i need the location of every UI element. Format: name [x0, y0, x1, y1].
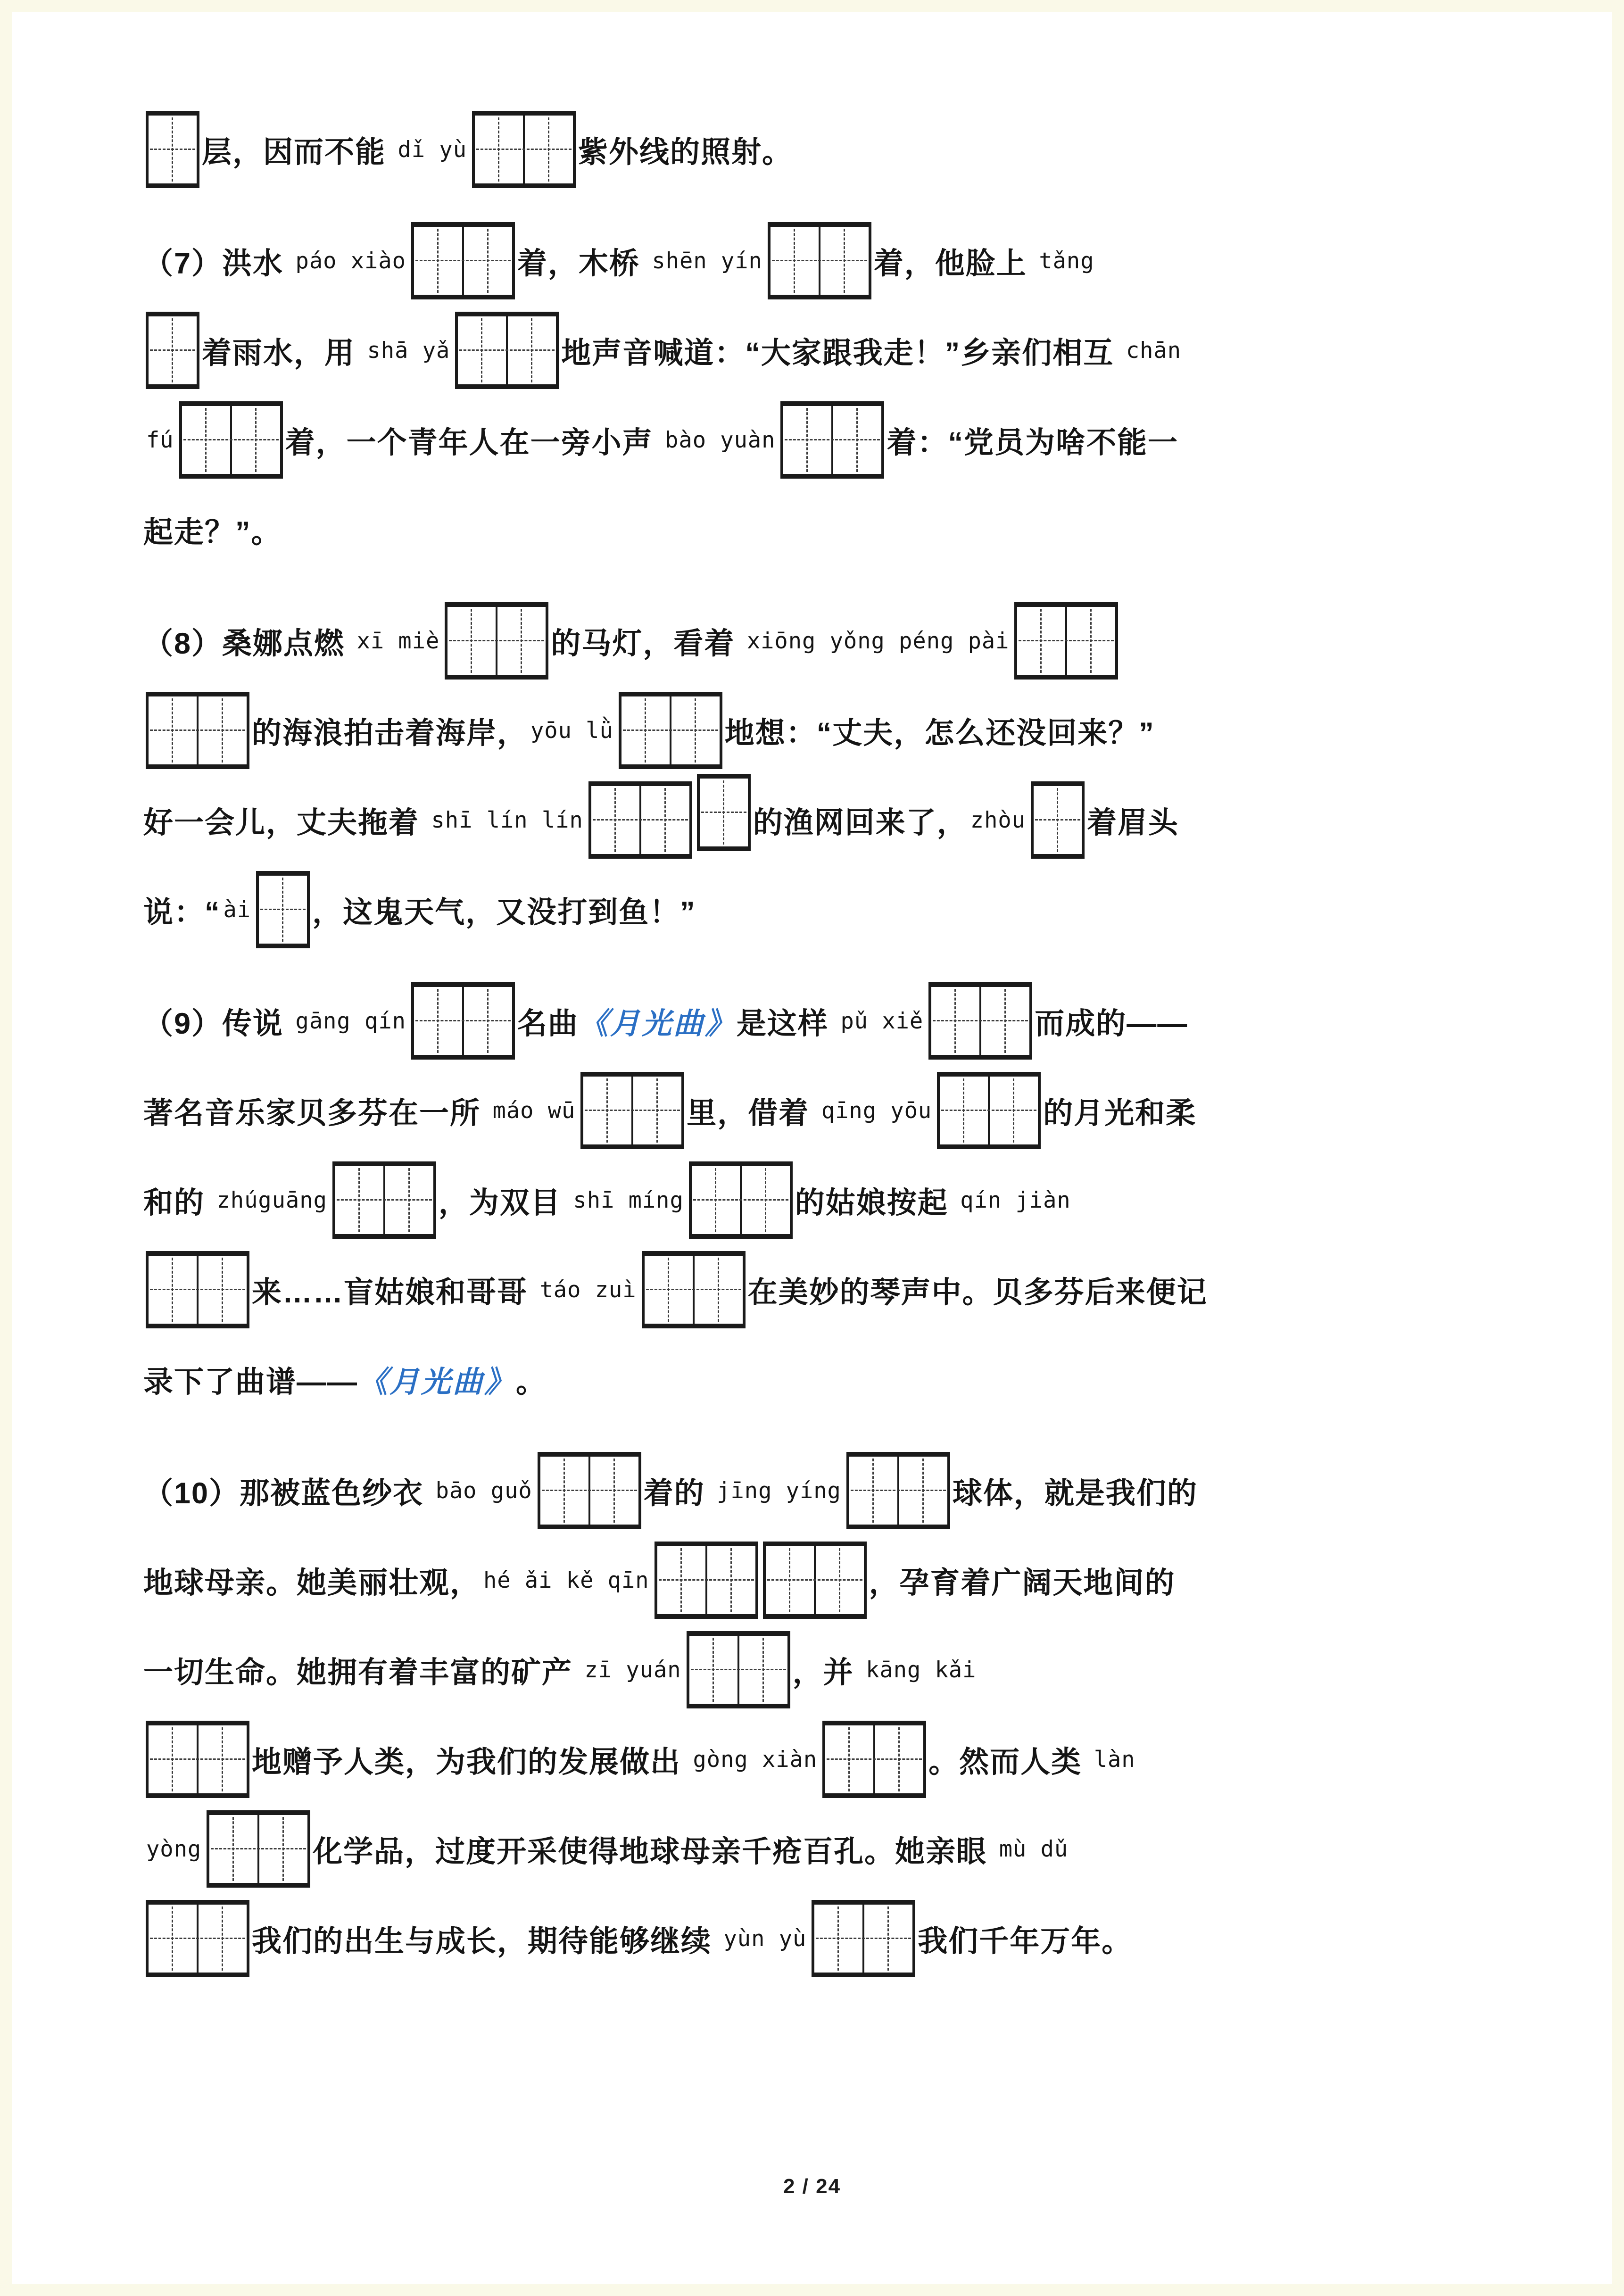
chinese-text: （9）传说 [143, 1007, 293, 1040]
writing-cell [814, 1546, 864, 1614]
chinese-text: ，这鬼天气，又没打到鱼！” [312, 895, 696, 929]
writing-cell [583, 1077, 631, 1144]
writing-cell [639, 786, 689, 854]
chinese-text: 的姑娘按起 [795, 1186, 958, 1219]
chinese-text: 的渔网回来了， [753, 806, 968, 839]
chinese-text: 层，因而不能 [202, 135, 395, 169]
writing-cell [149, 316, 197, 384]
chinese-text: 我们千年万年。 [918, 1924, 1133, 1958]
pinyin-text: bào yuàn [665, 427, 776, 453]
chinese-text: 来……盲姑娘和哥哥 [252, 1276, 537, 1309]
chinese-text: 好一会儿，丈夫拖着 [143, 806, 429, 839]
answer-box-group [1014, 602, 1118, 680]
pinyin-text: chān [1126, 337, 1181, 364]
writing-cell [197, 1256, 247, 1324]
chinese-text: ，孕育着广阔天地间的 [869, 1566, 1176, 1600]
pinyin-text: xī miè [356, 628, 440, 654]
text-line [143, 976, 1503, 1066]
pinyin-text: fú [146, 427, 174, 453]
chinese-text: 着，他脸上 [873, 247, 1036, 280]
writing-cell [814, 1905, 862, 1973]
chinese-text: 。然而人类 [928, 1745, 1091, 1779]
paragraph [143, 1446, 1503, 1983]
pinyin-text: zī yuán [584, 1657, 681, 1683]
writing-cell [670, 696, 720, 764]
answer-box-group [411, 222, 515, 299]
chinese-text: （10）那被蓝色纱衣 [143, 1476, 433, 1510]
writing-cell [462, 987, 512, 1055]
text-line [143, 485, 1503, 574]
writing-cell [1017, 607, 1065, 675]
text-line [143, 1066, 1503, 1155]
chinese-text: 紫外线的照射。 [578, 135, 793, 169]
paragraph [143, 976, 1503, 1424]
chinese-text: 着，木桥 [517, 247, 649, 280]
pinyin-text: ài [223, 896, 251, 923]
song-title-text: 《月光曲》 [358, 1365, 516, 1399]
answer-box-group [332, 1161, 436, 1239]
writing-cell [979, 987, 1029, 1055]
answer-box-group [146, 1721, 249, 1798]
writing-cell [621, 696, 670, 764]
answer-box-group [812, 1900, 915, 1977]
chinese-text: ，并 [792, 1656, 863, 1689]
writing-cell [149, 1256, 197, 1324]
writing-cell [771, 227, 819, 295]
text-line [143, 1446, 1503, 1535]
pinyin-text: yōu lǜ [530, 717, 613, 744]
answer-box-group [256, 871, 310, 948]
paragraph [143, 216, 1503, 574]
song-title-text: 《月光曲》 [578, 1007, 737, 1040]
writing-cell [496, 607, 546, 675]
page-number: 2 / 24 [783, 2175, 841, 2198]
chinese-text: 着雨水，用 [202, 336, 365, 370]
text-line [143, 1535, 1503, 1625]
chinese-text: 著名音乐家贝多芬在一所 [143, 1096, 490, 1130]
writing-cell [897, 1457, 947, 1525]
paragraph [143, 596, 1503, 954]
writing-cell [705, 1546, 755, 1614]
writing-cell [862, 1905, 912, 1973]
writing-cell [873, 1725, 923, 1793]
writing-cell [657, 1546, 705, 1614]
answer-box-group [588, 781, 692, 859]
pinyin-text: shī lín lín [431, 807, 583, 833]
text-line [143, 596, 1503, 686]
chinese-text: 地赠予人类，为我们的发展做出 [252, 1745, 690, 1779]
chinese-text: 着的 [643, 1476, 714, 1510]
answer-box-group [207, 1810, 310, 1888]
pinyin-text: bāo guǒ [435, 1477, 532, 1504]
chinese-text: 化学品，过度开采使得地球母亲千疮百孔。她亲眼 [313, 1835, 996, 1868]
pinyin-text: pǔ xiě [840, 1008, 924, 1034]
chinese-text: 说：“ [143, 895, 221, 929]
writing-cell [523, 116, 573, 183]
writing-cell [414, 227, 462, 295]
writing-cell [988, 1077, 1038, 1144]
pinyin-text: yùn yù [723, 1925, 807, 1952]
writing-cell [825, 1725, 873, 1793]
pinyin-text: gāng qín [295, 1008, 406, 1034]
writing-cell [506, 316, 556, 384]
writing-cell [819, 227, 869, 295]
writing-cell [940, 1077, 988, 1144]
pinyin-text: shēn yín [652, 248, 762, 274]
writing-cell [462, 227, 512, 295]
writing-cell [783, 406, 831, 474]
text-line [143, 775, 1503, 865]
writing-cell [692, 1166, 740, 1234]
chinese-text: （7）洪水 [143, 247, 293, 280]
worksheet-body [12, 12, 1612, 1983]
writing-cell [737, 1636, 787, 1704]
writing-cell [693, 1256, 743, 1324]
answer-box-group [580, 1072, 684, 1149]
chinese-text: 而成的—— [1035, 1007, 1188, 1040]
chinese-text: 我们的出生与成长，期待能够继续 [252, 1924, 721, 1958]
writing-cell [700, 779, 748, 846]
answer-box-group [445, 602, 548, 680]
chinese-text: 一切生命。她拥有着丰富的矿产 [143, 1656, 582, 1689]
text-line [143, 1625, 1503, 1715]
chinese-text: 是这样 [736, 1007, 838, 1040]
chinese-text: 着，一个青年人在一旁小声 [285, 426, 663, 459]
pinyin-text: dǐ yù [398, 136, 467, 163]
chinese-text: 的马灯，看着 [551, 627, 744, 660]
pinyin-text: máo wū [492, 1097, 576, 1124]
writing-cell [149, 696, 197, 764]
chinese-text: 的月光和柔 [1043, 1096, 1197, 1130]
text-line [143, 1804, 1503, 1894]
pinyin-text: tǎng [1039, 248, 1094, 274]
text-line [143, 1245, 1503, 1334]
text-line [143, 865, 1503, 954]
answer-box-group [179, 401, 283, 479]
text-line [143, 306, 1503, 395]
answer-box-group [822, 1721, 926, 1798]
pinyin-text: kāng kǎi [866, 1657, 977, 1683]
text-line [143, 395, 1503, 485]
text-line [143, 216, 1503, 306]
chinese-text: 。 [516, 1365, 547, 1399]
chinese-text: 里，借着 [687, 1096, 819, 1130]
writing-cell [475, 116, 523, 183]
chinese-text: 着眉头 [1086, 806, 1179, 839]
writing-cell [414, 987, 462, 1055]
text-line [143, 1894, 1503, 1983]
answer-box-group [455, 312, 559, 389]
text-line [143, 1334, 1503, 1424]
writing-cell [591, 786, 639, 854]
answer-box-group [146, 312, 199, 389]
pinyin-text: yòng [146, 1836, 202, 1862]
writing-cell [197, 1725, 247, 1793]
chinese-text: ，为双目 [438, 1186, 571, 1219]
writing-cell [689, 1636, 737, 1704]
pinyin-text: xiōng yǒng péng pài [746, 628, 1010, 654]
writing-cell [259, 876, 307, 944]
chinese-text: （8）桑娜点燃 [143, 627, 354, 660]
writing-cell [383, 1166, 433, 1234]
chinese-text: 录下了曲谱—— [143, 1365, 358, 1399]
pinyin-text: qīng yōu [821, 1097, 932, 1124]
writing-cell [197, 696, 247, 764]
answer-box-group [642, 1251, 746, 1328]
pinyin-text: táo zuì [539, 1276, 637, 1303]
answer-box-group [687, 1631, 790, 1708]
writing-cell [149, 116, 197, 183]
writing-cell [149, 1905, 197, 1973]
pinyin-text: làn [1094, 1746, 1135, 1773]
pinyin-text: zhòu [970, 807, 1026, 833]
writing-cell [588, 1457, 638, 1525]
answer-box-group [411, 982, 515, 1060]
writing-cell [831, 406, 881, 474]
chinese-text: 和的 [143, 1186, 214, 1219]
writing-cell [645, 1256, 693, 1324]
writing-cell [631, 1077, 681, 1144]
writing-cell [931, 987, 979, 1055]
paragraph [143, 105, 1503, 194]
answer-box-group [146, 111, 199, 188]
answer-box-group [1031, 781, 1085, 859]
answer-box-group [937, 1072, 1041, 1149]
answer-box-group [780, 401, 884, 479]
answer-box-group [768, 222, 871, 299]
text-line [143, 1715, 1503, 1804]
pinyin-text: shī míng [573, 1187, 684, 1213]
answer-box-group [763, 1542, 867, 1619]
writing-cell [197, 1905, 247, 1973]
answer-box-group [846, 1452, 950, 1529]
pinyin-text: gòng xiàn [693, 1746, 818, 1773]
answer-box-group [472, 111, 576, 188]
answer-box-group [538, 1452, 641, 1529]
text-line [143, 105, 1503, 194]
text-line [143, 1155, 1503, 1245]
chinese-text: 起走？”。 [143, 515, 282, 549]
writing-cell [1034, 786, 1082, 854]
writing-cell [766, 1546, 814, 1614]
writing-cell [740, 1166, 790, 1234]
writing-cell [458, 316, 506, 384]
answer-box-group [697, 774, 751, 851]
answer-box-group [655, 1542, 758, 1619]
document-page [12, 12, 1612, 2284]
answer-box-group [146, 1900, 249, 1977]
answer-box-group [619, 692, 722, 769]
writing-cell [149, 1725, 197, 1793]
writing-cell [182, 406, 230, 474]
chinese-text: 地声音喊道：“大家跟我走！”乡亲们相互 [561, 336, 1123, 370]
pinyin-text: qín jiàn [960, 1187, 1071, 1213]
answer-box-group [928, 982, 1032, 1060]
writing-cell [540, 1457, 588, 1525]
pinyin-text: shā yǎ [367, 337, 450, 364]
writing-cell [230, 406, 280, 474]
writing-cell [1065, 607, 1115, 675]
chinese-text: 在美妙的琴声中。贝多芬后来便记 [747, 1276, 1208, 1309]
chinese-text: 地想：“丈夫，怎么还没回来？” [724, 716, 1155, 750]
chinese-text: 地球母亲。她美丽壮观， [143, 1566, 481, 1600]
pinyin-text: jīng yíng [717, 1477, 841, 1504]
writing-cell [257, 1815, 307, 1883]
chinese-text: 着：“党员为啥不能一 [887, 426, 1178, 459]
pinyin-text: páo xiào [295, 248, 406, 274]
chinese-text: 球体，就是我们的 [952, 1476, 1198, 1510]
chinese-text: 名曲 [517, 1007, 579, 1040]
writing-cell [447, 607, 496, 675]
pinyin-text: mù dǔ [999, 1836, 1069, 1862]
writing-cell [849, 1457, 897, 1525]
pinyin-text: hé ǎi kě qīn [483, 1567, 649, 1593]
writing-cell [335, 1166, 383, 1234]
chinese-text: 的海浪拍击着海岸， [252, 716, 528, 750]
text-line [143, 686, 1503, 775]
answer-box-group [146, 1251, 249, 1328]
pinyin-text: zhúguāng [216, 1187, 327, 1213]
answer-box-group [689, 1161, 793, 1239]
answer-box-group [146, 692, 249, 769]
writing-cell [209, 1815, 257, 1883]
